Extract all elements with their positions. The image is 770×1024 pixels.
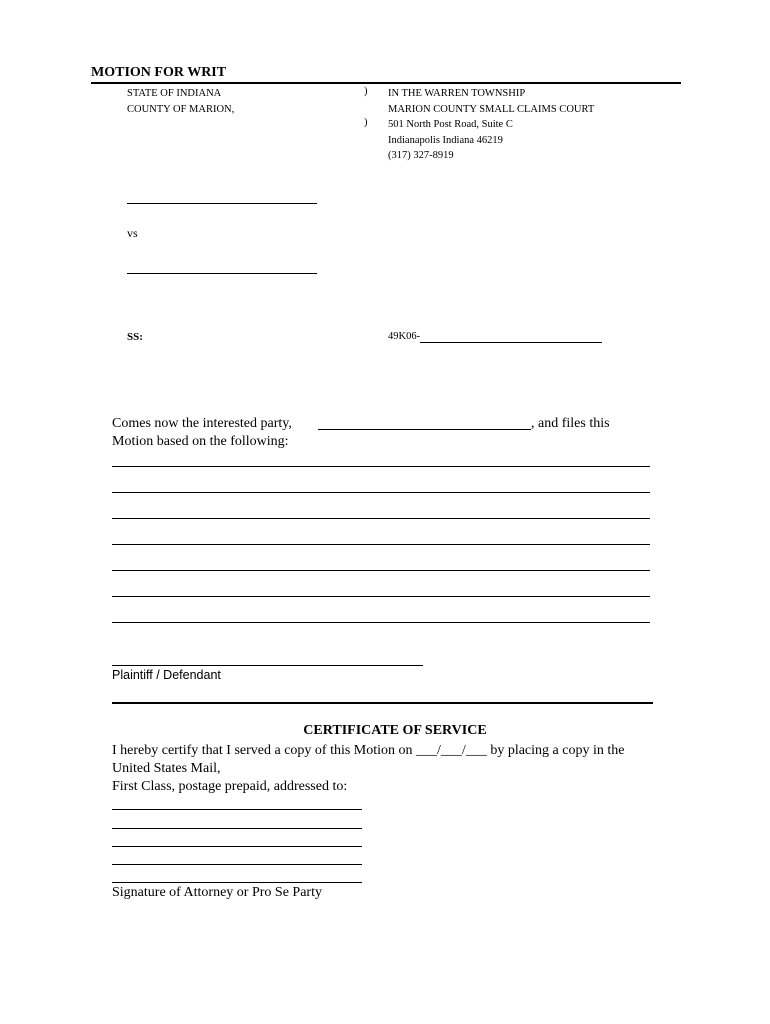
- address-line-3[interactable]: [112, 846, 362, 847]
- title-rule: [91, 82, 681, 84]
- caption-county: COUNTY OF MARION,: [127, 103, 235, 115]
- reason-line-3[interactable]: [112, 518, 650, 519]
- caption-left: [127, 86, 234, 117]
- certificate-line-1-suffix: by placing a copy in the: [486, 743, 625, 758]
- motion-line-1-suffix: , and files this: [531, 416, 610, 431]
- attorney-signature-blank[interactable]: [112, 882, 362, 883]
- reason-line-4[interactable]: [112, 544, 650, 545]
- versus-label: vs: [127, 226, 138, 240]
- court-city: Indianapolis Indiana 46219: [388, 134, 503, 146]
- party-signature-blank[interactable]: [112, 665, 423, 666]
- caption-paren-1: ): [364, 86, 368, 97]
- motion-line-2: Motion based on the following:: [112, 434, 289, 449]
- reason-line-1[interactable]: [112, 466, 650, 467]
- address-line-1[interactable]: [112, 809, 362, 810]
- reason-line-5[interactable]: [112, 570, 650, 571]
- case-number-prefix: 49K06-: [388, 331, 421, 342]
- attorney-signature-label: Signature of Attorney or Pro Se Party: [112, 885, 322, 900]
- certificate-title: CERTIFICATE OF SERVICE: [303, 723, 487, 738]
- interested-party-blank[interactable]: [318, 429, 531, 430]
- defendant-name-blank[interactable]: [127, 273, 317, 274]
- caption-state: STATE OF INDIANA: [127, 88, 222, 99]
- court-name: IN THE WARREN TOWNSHIP: [388, 88, 526, 99]
- certificate-line-1: [112, 742, 624, 760]
- address-line-2[interactable]: [112, 828, 362, 829]
- court-phone: (317) 327-8919: [388, 150, 454, 161]
- reason-line-7[interactable]: [112, 622, 650, 623]
- party-signature-label: Plaintiff / Defendant: [112, 668, 221, 682]
- motion-line-1-prefix: Comes now the interested party,: [112, 416, 292, 431]
- document-title: MOTION FOR WRIT: [91, 65, 227, 80]
- caption-paren-2: ): [364, 117, 368, 128]
- service-date-blank[interactable]: ___/___/___: [416, 743, 487, 758]
- court-info: [388, 86, 594, 164]
- certificate-line-1-prefix: I hereby certify that I served a copy of this Motion on: [112, 743, 417, 758]
- court-address: 501 North Post Road, Suite C: [388, 119, 513, 130]
- reason-line-2[interactable]: [112, 492, 650, 493]
- address-line-4[interactable]: [112, 864, 362, 865]
- certificate-line-2: United States Mail,: [112, 761, 221, 776]
- ss-label: SS:: [127, 331, 143, 343]
- court-subname: MARION COUNTY SMALL CLAIMS COURT: [388, 103, 595, 115]
- section-divider: [112, 702, 653, 704]
- plaintiff-name-blank[interactable]: [127, 203, 317, 204]
- reason-line-6[interactable]: [112, 596, 650, 597]
- case-number-blank[interactable]: [420, 342, 602, 343]
- certificate-line-3: First Class, postage prepaid, addressed to:: [112, 779, 348, 794]
